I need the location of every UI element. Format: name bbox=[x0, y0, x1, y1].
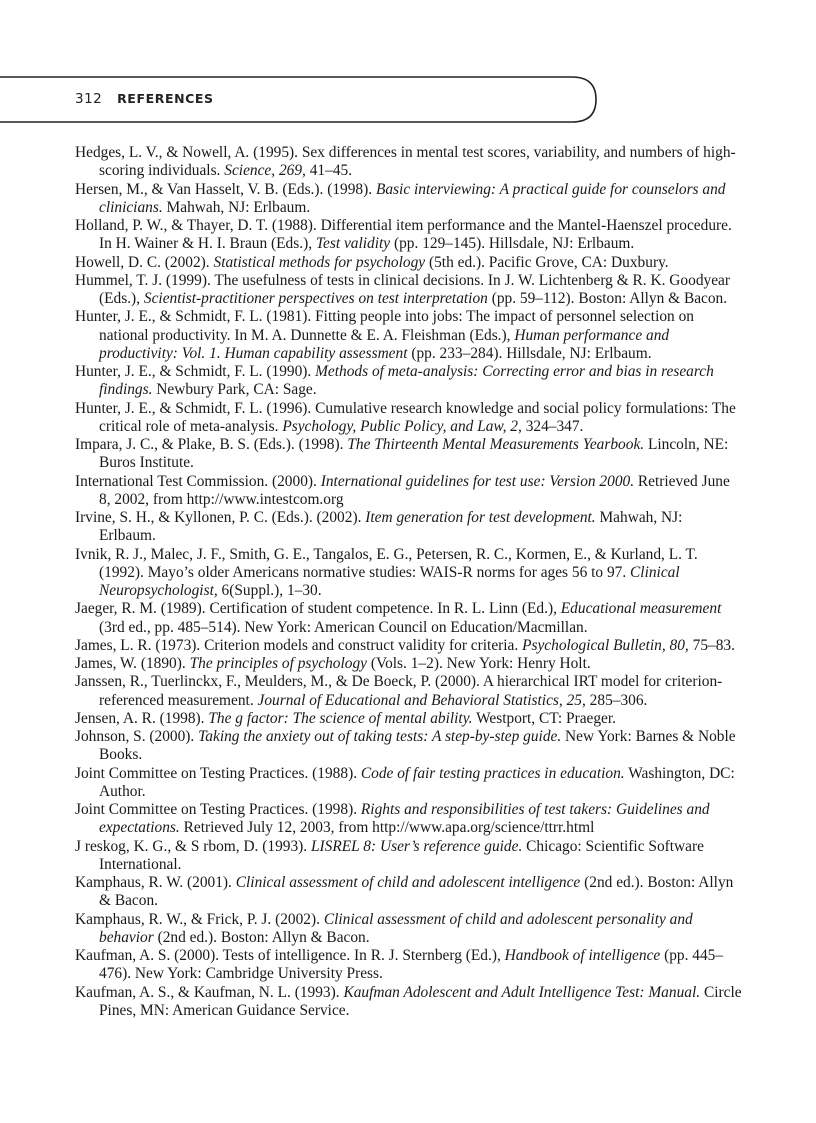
reference-title: Handbook of intelligence bbox=[504, 947, 661, 964]
reference-text: Holland, P. W., & Thayer, D. T. (1988). Differential item performance and the Mantel-Haenszel procedure. In H. Wainer & H. I. Braun (Eds.), bbox=[75, 217, 732, 253]
reference-entry bbox=[75, 710, 743, 728]
reference-text: Lincoln, NE: Buros Institute. bbox=[99, 436, 729, 472]
reference-entry bbox=[75, 473, 743, 510]
reference-text: Hunter, J. E., & Schmidt, F. L. (1996). Cumulative research knowledge and social policy formulations: The critical role of meta-analysis. bbox=[75, 399, 736, 435]
reference-text: Joint Committee on Testing Practices. (1998). bbox=[75, 801, 361, 818]
reference-title: The principles of psychology bbox=[189, 655, 367, 672]
reference-title: Statistical methods for psychology bbox=[213, 253, 426, 271]
reference-entry bbox=[75, 673, 743, 710]
reference-text: (pp. 445–476). New York: Cambridge University Press. bbox=[99, 947, 724, 983]
reference-text: Retrieved June 8, 2002, from http://www.intestcom.org bbox=[99, 472, 730, 508]
reference-entry bbox=[75, 400, 743, 437]
reference-entry bbox=[75, 947, 743, 984]
reference-text: 324–347. bbox=[521, 417, 584, 435]
reference-text: Westport, CT: Praeger. bbox=[472, 709, 617, 727]
reference-title: Journal of Educational and Behavioral Statistics, 25, bbox=[257, 691, 586, 709]
reference-text: James, W. (1890). bbox=[75, 655, 190, 672]
reference-text: Janssen, R., Tuerlinckx, F., Meulders, M., & De Boeck, P. (2000). A hierarchical IRT model for criterion-referenced measurement. bbox=[75, 673, 723, 709]
reference-entry bbox=[75, 984, 743, 1021]
reference-text: International Test Commission. (2000). bbox=[75, 472, 321, 490]
reference-text: 41–45. bbox=[305, 162, 353, 180]
reference-title: Psychological Bulletin, 80, bbox=[522, 636, 689, 654]
reference-entry bbox=[75, 765, 743, 802]
reference-text: Hersen, M., & Van Hasselt, V. B. (Eds.). (1998). bbox=[75, 180, 376, 198]
section-title: REFERENCES bbox=[117, 91, 214, 106]
reference-text: 75–83. bbox=[688, 636, 735, 654]
reference-text: Mahwah, NJ: Erlbaum. bbox=[162, 198, 311, 216]
reference-title: Rights and responsibilities of test takers: Guidelines and expectations. bbox=[99, 801, 710, 837]
running-header bbox=[75, 91, 214, 107]
reference-text: (3rd ed., pp. 485–514). New York: American Council on Education/Macmillan. bbox=[99, 618, 588, 636]
reference-text: Joint Committee on Testing Practices. (1988). bbox=[75, 764, 361, 782]
reference-title: Item generation for test development. bbox=[365, 509, 596, 526]
reference-text: James, L. R. (1973). Criterion models and construct validity for criteria. bbox=[75, 636, 523, 654]
reference-text: Circle Pines, MN: American Guidance Service. bbox=[99, 983, 742, 1019]
reference-entry bbox=[75, 181, 743, 218]
reference-text: Irvine, S. H., & Kyllonen, P. C. (Eds.). (2002). bbox=[75, 509, 366, 526]
reference-text: Newbury Park, CA: Sage. bbox=[152, 381, 317, 399]
reference-title: Science, 269, bbox=[224, 162, 306, 180]
reference-text: Hunter, J. E., & Schmidt, F. L. (1981). Fitting people into jobs: The impact of personnel selection on national productivity. In M. A. Dunnette & E. A. Fleishman (Eds.), bbox=[75, 308, 694, 344]
reference-text: (5th ed.). Pacific Grove, CA: Duxbury. bbox=[425, 253, 669, 271]
reference-title: Test validity bbox=[315, 235, 391, 253]
reference-text: Hedges, L. V., & Nowell, A. (1995). Sex differences in mental test scores, variability, and numbers of high-scoring individuals. bbox=[75, 144, 736, 180]
page-number: 312 bbox=[75, 91, 103, 107]
reference-text: Kamphaus, R. W., & Frick, P. J. (2002). bbox=[75, 910, 324, 928]
reference-text: (pp. 233–284). Hillsdale, NJ: Erlbaum. bbox=[407, 344, 652, 362]
reference-title: Taking the anxiety out of taking tests: A step-by-step guide. bbox=[198, 728, 562, 745]
reference-entry bbox=[75, 600, 743, 637]
reference-entry bbox=[75, 144, 743, 181]
reference-entry bbox=[75, 363, 743, 400]
reference-entry bbox=[75, 838, 743, 875]
reference-text: J reskog, K. G., & S rbom, D. (1993). bbox=[75, 837, 311, 855]
reference-entry bbox=[75, 637, 743, 655]
reference-title: The Thirteenth Mental Measurements Yearbook. bbox=[347, 436, 645, 453]
reference-text: (pp. 129–145). Hillsdale, NJ: Erlbaum. bbox=[390, 235, 635, 253]
reference-title: The g factor: The science of mental ability. bbox=[208, 709, 473, 727]
reference-text: Chicago: Scientific Software International. bbox=[99, 837, 704, 873]
reference-title: Kaufman Adolescent and Adult Intelligence Test: Manual. bbox=[343, 983, 701, 1001]
reference-title: Human performance and productivity: Vol. 1. Human capability assessment bbox=[99, 326, 670, 362]
reference-title: Basic interviewing: A practical guide for counselors and clinicians. bbox=[99, 180, 726, 216]
reference-entry bbox=[75, 874, 743, 911]
reference-text: Impara, J. C., & Plake, B. S. (Eds.). (1998). bbox=[75, 436, 348, 453]
reference-title: Scientist-practitioner perspectives on test interpretation bbox=[143, 290, 488, 307]
reference-text: Hummel, T. J. (1999). The usefulness of tests in clinical decisions. In J. W. Lichtenberg & R. K. Goodyear (Eds.), bbox=[75, 271, 730, 307]
reference-entry bbox=[75, 217, 743, 254]
reference-entry bbox=[75, 272, 743, 309]
reference-text: New York: Barnes & Noble Books. bbox=[99, 728, 736, 764]
reference-title: International guidelines for test use: Version 2000. bbox=[320, 472, 635, 490]
reference-entry bbox=[75, 801, 743, 838]
reference-entry bbox=[75, 254, 743, 272]
reference-text: Johnson, S. (2000). bbox=[75, 728, 199, 745]
reference-text: (2nd ed.). Boston: Allyn & Bacon. bbox=[99, 874, 734, 910]
reference-text: (pp. 59–112). Boston: Allyn & Bacon. bbox=[487, 290, 728, 307]
reference-text: Jensen, A. R. (1998). bbox=[75, 709, 209, 727]
reference-entry bbox=[75, 911, 743, 948]
reference-list bbox=[75, 144, 743, 1020]
reference-text: Howell, D. C. (2002). bbox=[75, 253, 214, 271]
reference-title: Code of fair testing practices in education. bbox=[360, 764, 625, 782]
reference-entry bbox=[75, 509, 743, 546]
reference-text: Kaufman, A. S. (2000). Tests of intelligence. In R. J. Sternberg (Ed.), bbox=[75, 947, 505, 964]
reference-title: Clinical assessment of child and adolescent intelligence bbox=[235, 874, 581, 891]
reference-title: Methods of meta-analysis: Correcting error and bias in research findings. bbox=[99, 363, 714, 399]
reference-text: (Vols. 1–2). New York: Henry Holt. bbox=[366, 655, 591, 672]
reference-title: Clinical Neuropsychologist, bbox=[99, 563, 680, 599]
reference-entry bbox=[75, 728, 743, 765]
reference-title: Clinical assessment of child and adolescent personality and behavior bbox=[99, 910, 693, 946]
reference-entry bbox=[75, 308, 743, 363]
reference-text: 285–306. bbox=[585, 691, 648, 709]
reference-title: Psychology, Public Policy, and Law, 2, bbox=[282, 417, 522, 435]
reference-text: Mahwah, NJ: Erlbaum. bbox=[99, 509, 683, 545]
reference-text: Kamphaus, R. W. (2001). bbox=[75, 874, 236, 891]
reference-text: Hunter, J. E., & Schmidt, F. L. (1990). bbox=[75, 363, 316, 380]
reference-entry bbox=[75, 436, 743, 473]
reference-text: Kaufman, A. S., & Kaufman, N. L. (1993). bbox=[75, 983, 344, 1001]
reference-text: Jaeger, R. M. (1989). Certification of student competence. In R. L. Linn (Ed.), bbox=[75, 600, 561, 618]
reference-entry bbox=[75, 546, 743, 601]
reference-title: LISREL 8: User’s reference guide. bbox=[310, 837, 523, 855]
reference-text: (2nd ed.). Boston: Allyn & Bacon. bbox=[153, 928, 370, 946]
reference-text: 6(Suppl.), 1–30. bbox=[217, 582, 322, 599]
reference-title: Educational measurement bbox=[560, 600, 722, 618]
reference-text: Washington, DC: Author. bbox=[99, 764, 735, 800]
reference-entry bbox=[75, 655, 743, 673]
reference-text: Retrieved July 12, 2003, from http://www.apa.org/science/ttrr.html bbox=[179, 819, 595, 837]
reference-text: Ivnik, R. J., Malec, J. F., Smith, G. E., Tangalos, E. G., Petersen, R. C., Kormen, E., & Kurland, L. T. (1992). Mayo’s older Americans normative studies: WAIS-R norms for ages 56 to 97. bbox=[75, 545, 698, 581]
